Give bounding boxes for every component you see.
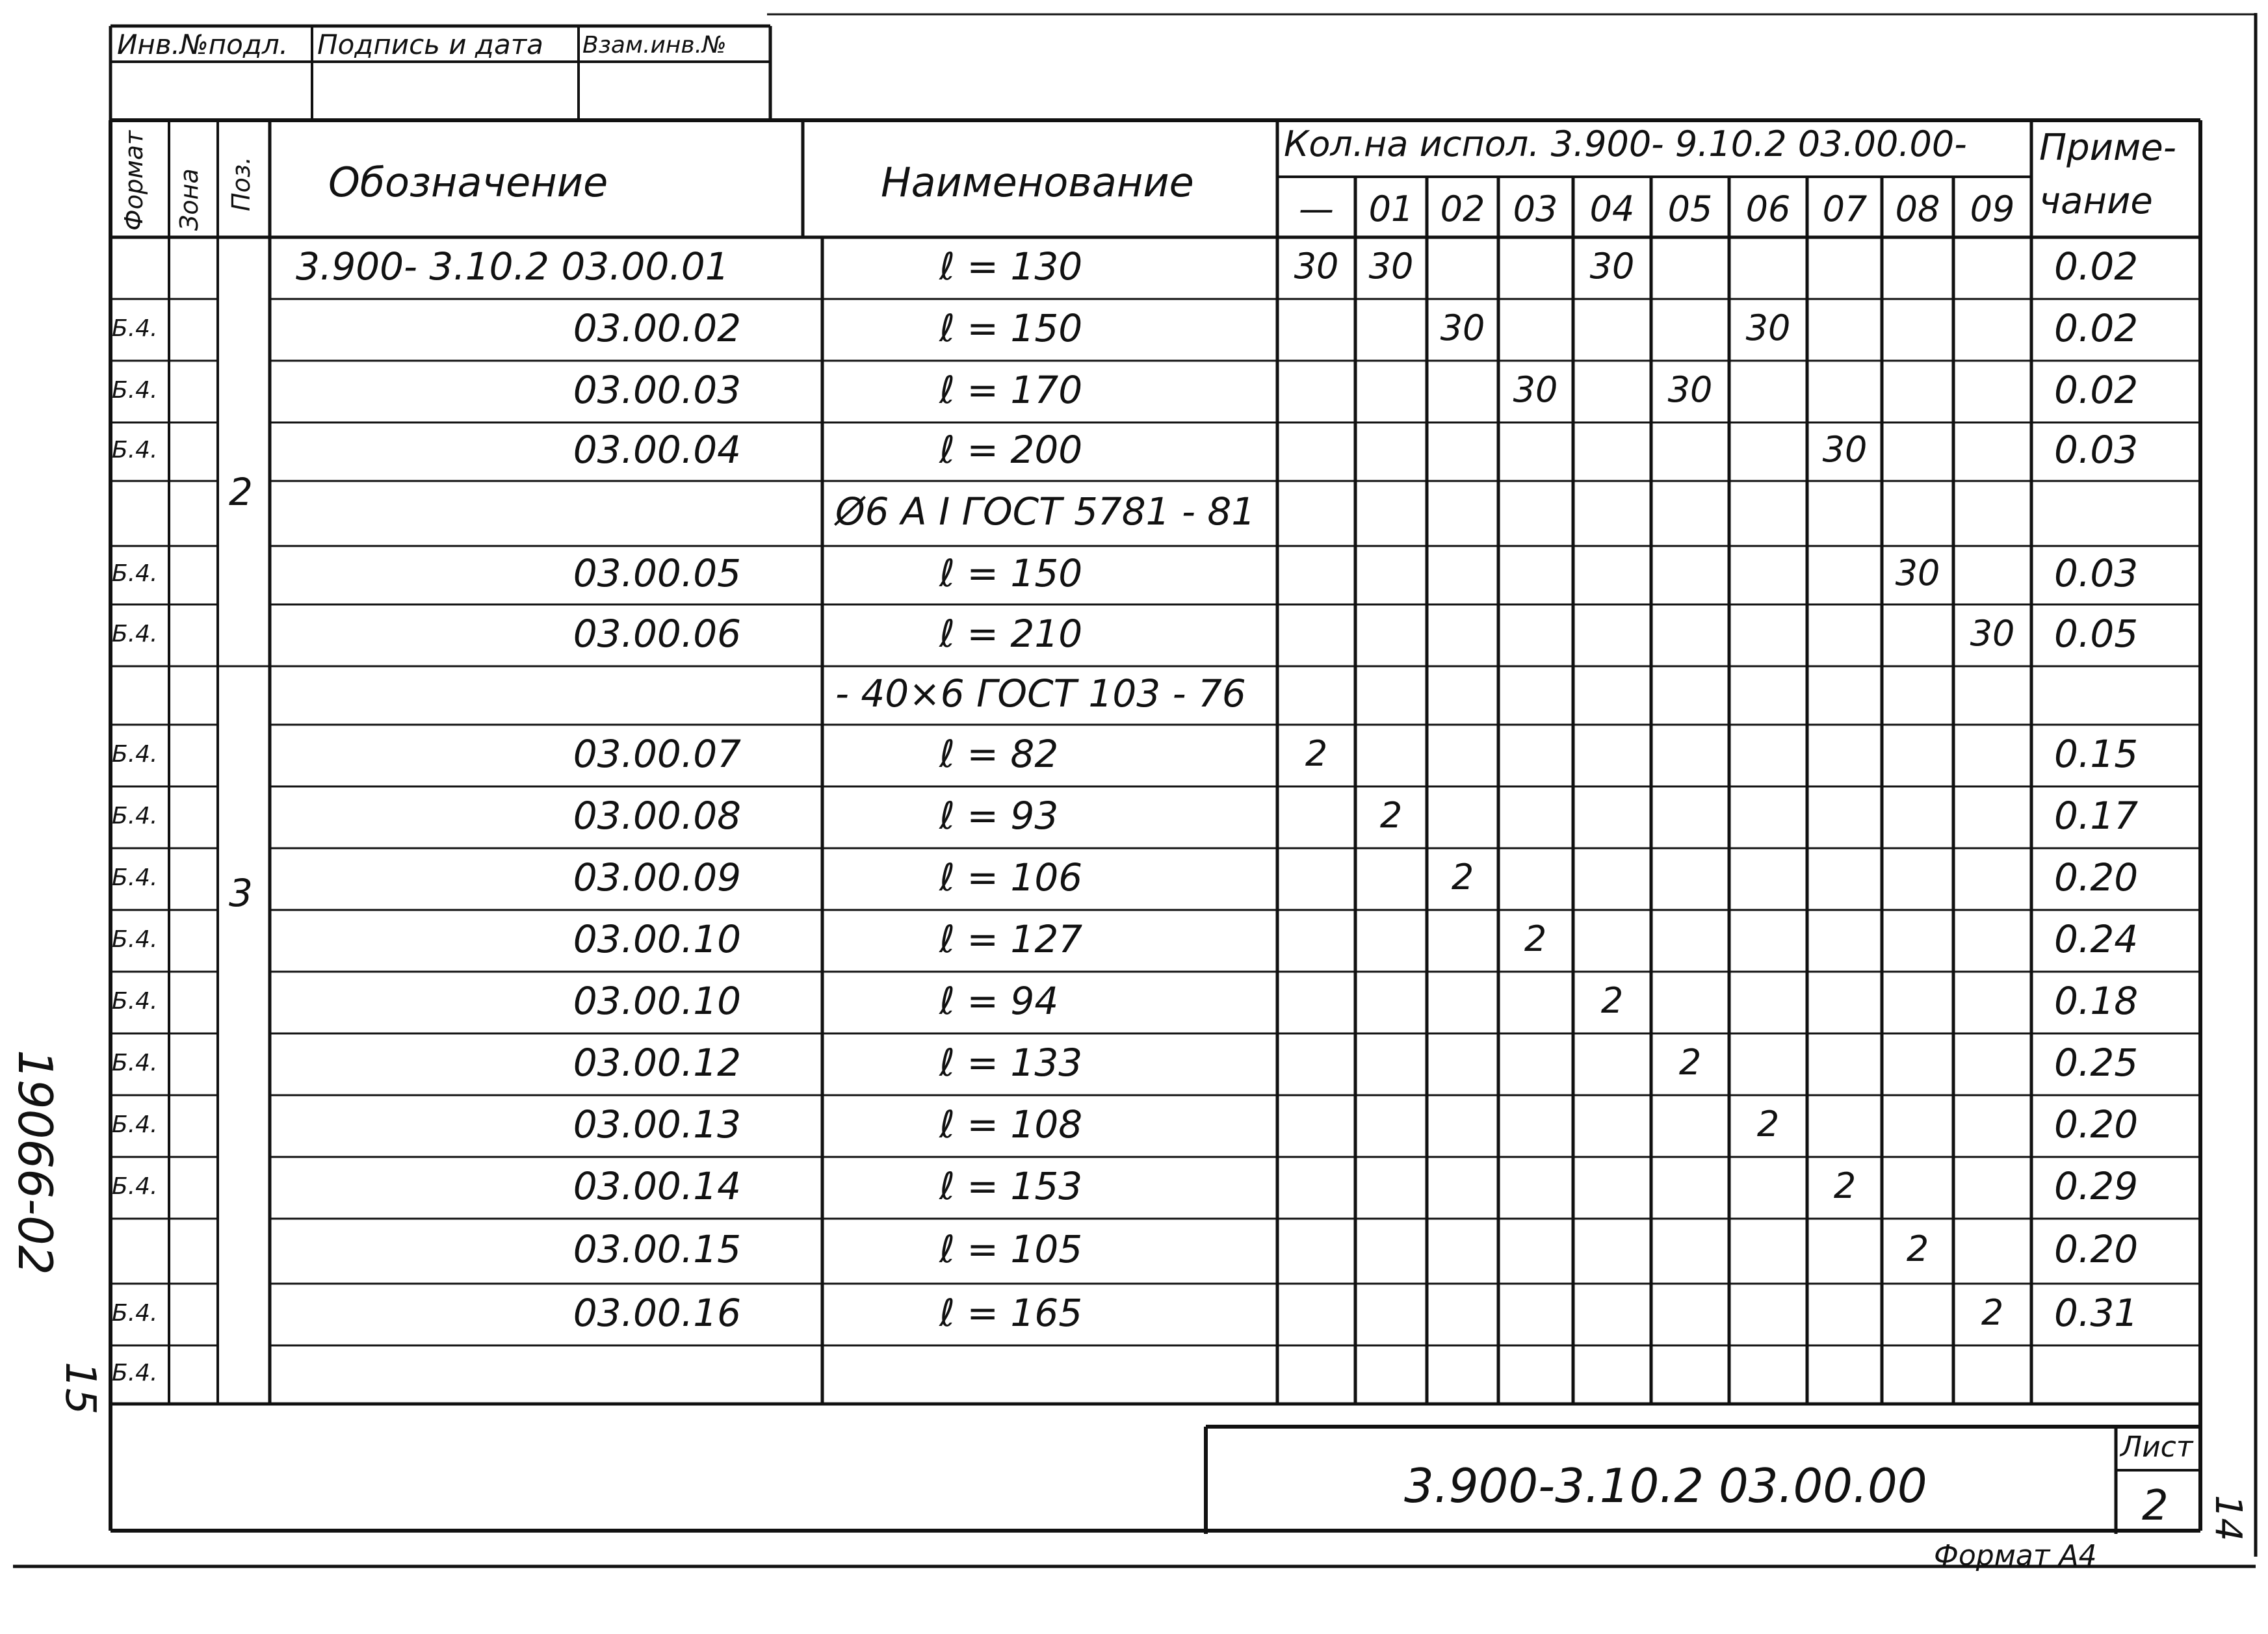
- list-label: Лист: [2120, 1431, 2193, 1464]
- row-designation-cell: 3.900- 3.10.2 03.00.01: [296, 244, 729, 289]
- format-label: Формат А4: [1934, 1539, 2097, 1572]
- row-name-cell: ℓ = 127: [939, 916, 1083, 961]
- stamp-podpis-cell[interactable]: [315, 65, 575, 117]
- position-number: 3: [229, 871, 253, 915]
- row-qty-cell: 2: [1451, 856, 1474, 898]
- variant-header: 01: [1368, 188, 1414, 229]
- row-format-cell: Б.4.: [112, 802, 158, 829]
- row-name-cell: Ø6 A I ГОСТ 5781 - 81: [835, 489, 1256, 534]
- row-note-cell: 0.18: [2054, 978, 2139, 1023]
- row-qty-cell: 30: [1294, 245, 1339, 287]
- document-number: 3.900-3.10.2 03.00.00: [1404, 1459, 1927, 1513]
- row-qty-cell: 30: [1970, 612, 2015, 654]
- row-note-cell: 0.20: [2054, 855, 2139, 900]
- stamp-vzam-inv-label: Взам.инв.№: [582, 32, 727, 58]
- row-designation-cell: 03.00.04: [573, 428, 741, 473]
- right-edge-number: 14: [2207, 1495, 2249, 1542]
- row-qty-cell: 30: [1822, 429, 1868, 471]
- row-format-cell: Б.4.: [112, 560, 158, 588]
- row-designation-cell: 03.00.07: [573, 731, 741, 776]
- row-name-cell: ℓ = 82: [939, 731, 1059, 776]
- row-name-cell: - 40×6 ГОСТ 103 - 76: [835, 671, 1246, 716]
- col-primechanie-header-2: чание: [2039, 180, 2153, 222]
- row-designation-cell: 03.00.14: [573, 1163, 741, 1208]
- side-sheet-number: 15: [56, 1362, 104, 1415]
- row-format-cell: Б.4.: [112, 740, 158, 768]
- variant-header: —: [1299, 188, 1334, 229]
- row-format-cell: Б.4.: [112, 315, 158, 342]
- row-qty-cell: 2: [1379, 794, 1403, 836]
- row-qty-cell: 2: [1981, 1291, 2004, 1333]
- row-qty-cell: 2: [1756, 1103, 1780, 1145]
- row-qty-cell: 2: [1305, 733, 1328, 774]
- row-designation-cell: 03.00.16: [573, 1290, 741, 1335]
- row-qty-cell: 30: [1745, 307, 1791, 348]
- row-format-cell: Б.4.: [112, 376, 158, 404]
- row-designation-cell: 03.00.05: [573, 551, 741, 596]
- row-name-cell: ℓ = 108: [939, 1102, 1083, 1147]
- row-name-cell: ℓ = 130: [939, 244, 1083, 289]
- row-format-cell: Б.4.: [112, 1299, 158, 1327]
- row-designation-cell: 03.00.13: [573, 1102, 741, 1147]
- row-designation-cell: 03.00.09: [573, 855, 741, 900]
- variant-header: 09: [1970, 188, 2015, 229]
- row-designation-cell: 03.00.06: [573, 611, 741, 656]
- col-format-header: Формат: [120, 130, 148, 231]
- row-note-cell: 0.20: [2054, 1102, 2139, 1147]
- row-name-cell: ℓ = 150: [939, 551, 1083, 596]
- variant-header: 04: [1589, 188, 1635, 229]
- variant-header: 03: [1513, 188, 1558, 229]
- stamp-podpis-data-label: Подпись и дата: [317, 29, 543, 60]
- row-name-cell: ℓ = 106: [939, 855, 1083, 900]
- row-designation-cell: 03.00.10: [573, 978, 741, 1023]
- position-number: 2: [229, 470, 253, 514]
- row-note-cell: 0.15: [2054, 731, 2139, 776]
- col-poz-header: Поз.: [227, 156, 255, 211]
- row-format-cell: Б.4.: [112, 1173, 158, 1200]
- row-format-cell: Б.4.: [112, 437, 158, 464]
- row-format-cell: Б.4.: [112, 926, 158, 953]
- row-note-cell: 0.17: [2054, 793, 2139, 838]
- col-primechanie-header-1: Приме-: [2039, 127, 2176, 169]
- col-oboznachenie-header: Обозначение: [328, 159, 608, 206]
- row-qty-cell: 2: [1906, 1228, 1929, 1270]
- row-designation-cell: 03.00.12: [573, 1040, 741, 1085]
- row-note-cell: 0.05: [2054, 611, 2139, 656]
- row-format-cell: Б.4.: [112, 987, 158, 1015]
- row-qty-cell: 30: [1513, 369, 1558, 410]
- row-name-cell: ℓ = 153: [939, 1163, 1083, 1208]
- stamp-vzam-cell[interactable]: [582, 65, 767, 117]
- row-name-cell: ℓ = 133: [939, 1040, 1083, 1085]
- row-name-cell: ℓ = 93: [939, 793, 1059, 838]
- row-qty-cell: 30: [1667, 369, 1713, 410]
- row-note-cell: 0.20: [2054, 1227, 2139, 1272]
- row-note-cell: 0.31: [2054, 1290, 2139, 1335]
- row-note-cell: 0.02: [2054, 305, 2139, 350]
- row-format-cell: Б.4.: [112, 864, 158, 891]
- row-name-cell: ℓ = 94: [939, 978, 1059, 1023]
- variant-header: 02: [1440, 188, 1485, 229]
- row-name-cell: ℓ = 165: [939, 1290, 1083, 1335]
- stamp-podl-cell[interactable]: [114, 65, 309, 117]
- row-note-cell: 0.25: [2054, 1040, 2139, 1085]
- row-note-cell: 0.02: [2054, 367, 2139, 412]
- variant-header: 06: [1745, 188, 1791, 229]
- row-designation-cell: 03.00.02: [573, 305, 741, 350]
- list-value: 2: [2142, 1482, 2169, 1530]
- col-zona-header: Зона: [175, 168, 203, 231]
- row-note-cell: 0.29: [2054, 1163, 2139, 1208]
- row-qty-cell: 2: [1678, 1041, 1702, 1083]
- col-kol-header: Кол.на испол. 3.900- 9.10.2 03.00.00-: [1284, 123, 1967, 164]
- row-format-cell: Б.4.: [112, 1111, 158, 1138]
- row-name-cell: ℓ = 150: [939, 305, 1083, 350]
- row-format-cell: Б.4.: [112, 1049, 158, 1076]
- row-qty-cell: 2: [1600, 979, 1624, 1021]
- row-qty-cell: 2: [1833, 1165, 1857, 1206]
- row-note-cell: 0.03: [2054, 551, 2139, 596]
- row-note-cell: 0.02: [2054, 244, 2139, 289]
- row-format-cell: Б.4.: [112, 620, 158, 647]
- row-qty-cell: 30: [1368, 245, 1414, 287]
- row-name-cell: ℓ = 200: [939, 428, 1083, 473]
- row-designation-cell: 03.00.10: [573, 916, 741, 961]
- row-designation-cell: 03.00.08: [573, 793, 741, 838]
- side-registration-number: 19066-02: [8, 1050, 62, 1275]
- row-qty-cell: 30: [1895, 552, 1940, 594]
- row-format-cell: Б.4.: [112, 1360, 158, 1387]
- variant-header: 05: [1667, 188, 1713, 229]
- row-note-cell: 0.24: [2054, 916, 2139, 961]
- row-qty-cell: 30: [1440, 307, 1485, 348]
- row-note-cell: 0.03: [2054, 428, 2139, 473]
- row-designation-cell: 03.00.15: [573, 1227, 741, 1272]
- row-name-cell: ℓ = 170: [939, 367, 1083, 412]
- variant-header: 07: [1822, 188, 1868, 229]
- row-qty-cell: 2: [1524, 918, 1547, 959]
- row-name-cell: ℓ = 210: [939, 611, 1083, 656]
- row-qty-cell: 30: [1589, 245, 1635, 287]
- row-designation-cell: 03.00.03: [573, 367, 741, 412]
- stamp-inv-podl-label: Инв.№подл.: [117, 29, 289, 60]
- row-name-cell: ℓ = 105: [939, 1227, 1083, 1272]
- variant-header: 08: [1895, 188, 1940, 229]
- col-naimenovanie-header: Наименование: [881, 159, 1194, 206]
